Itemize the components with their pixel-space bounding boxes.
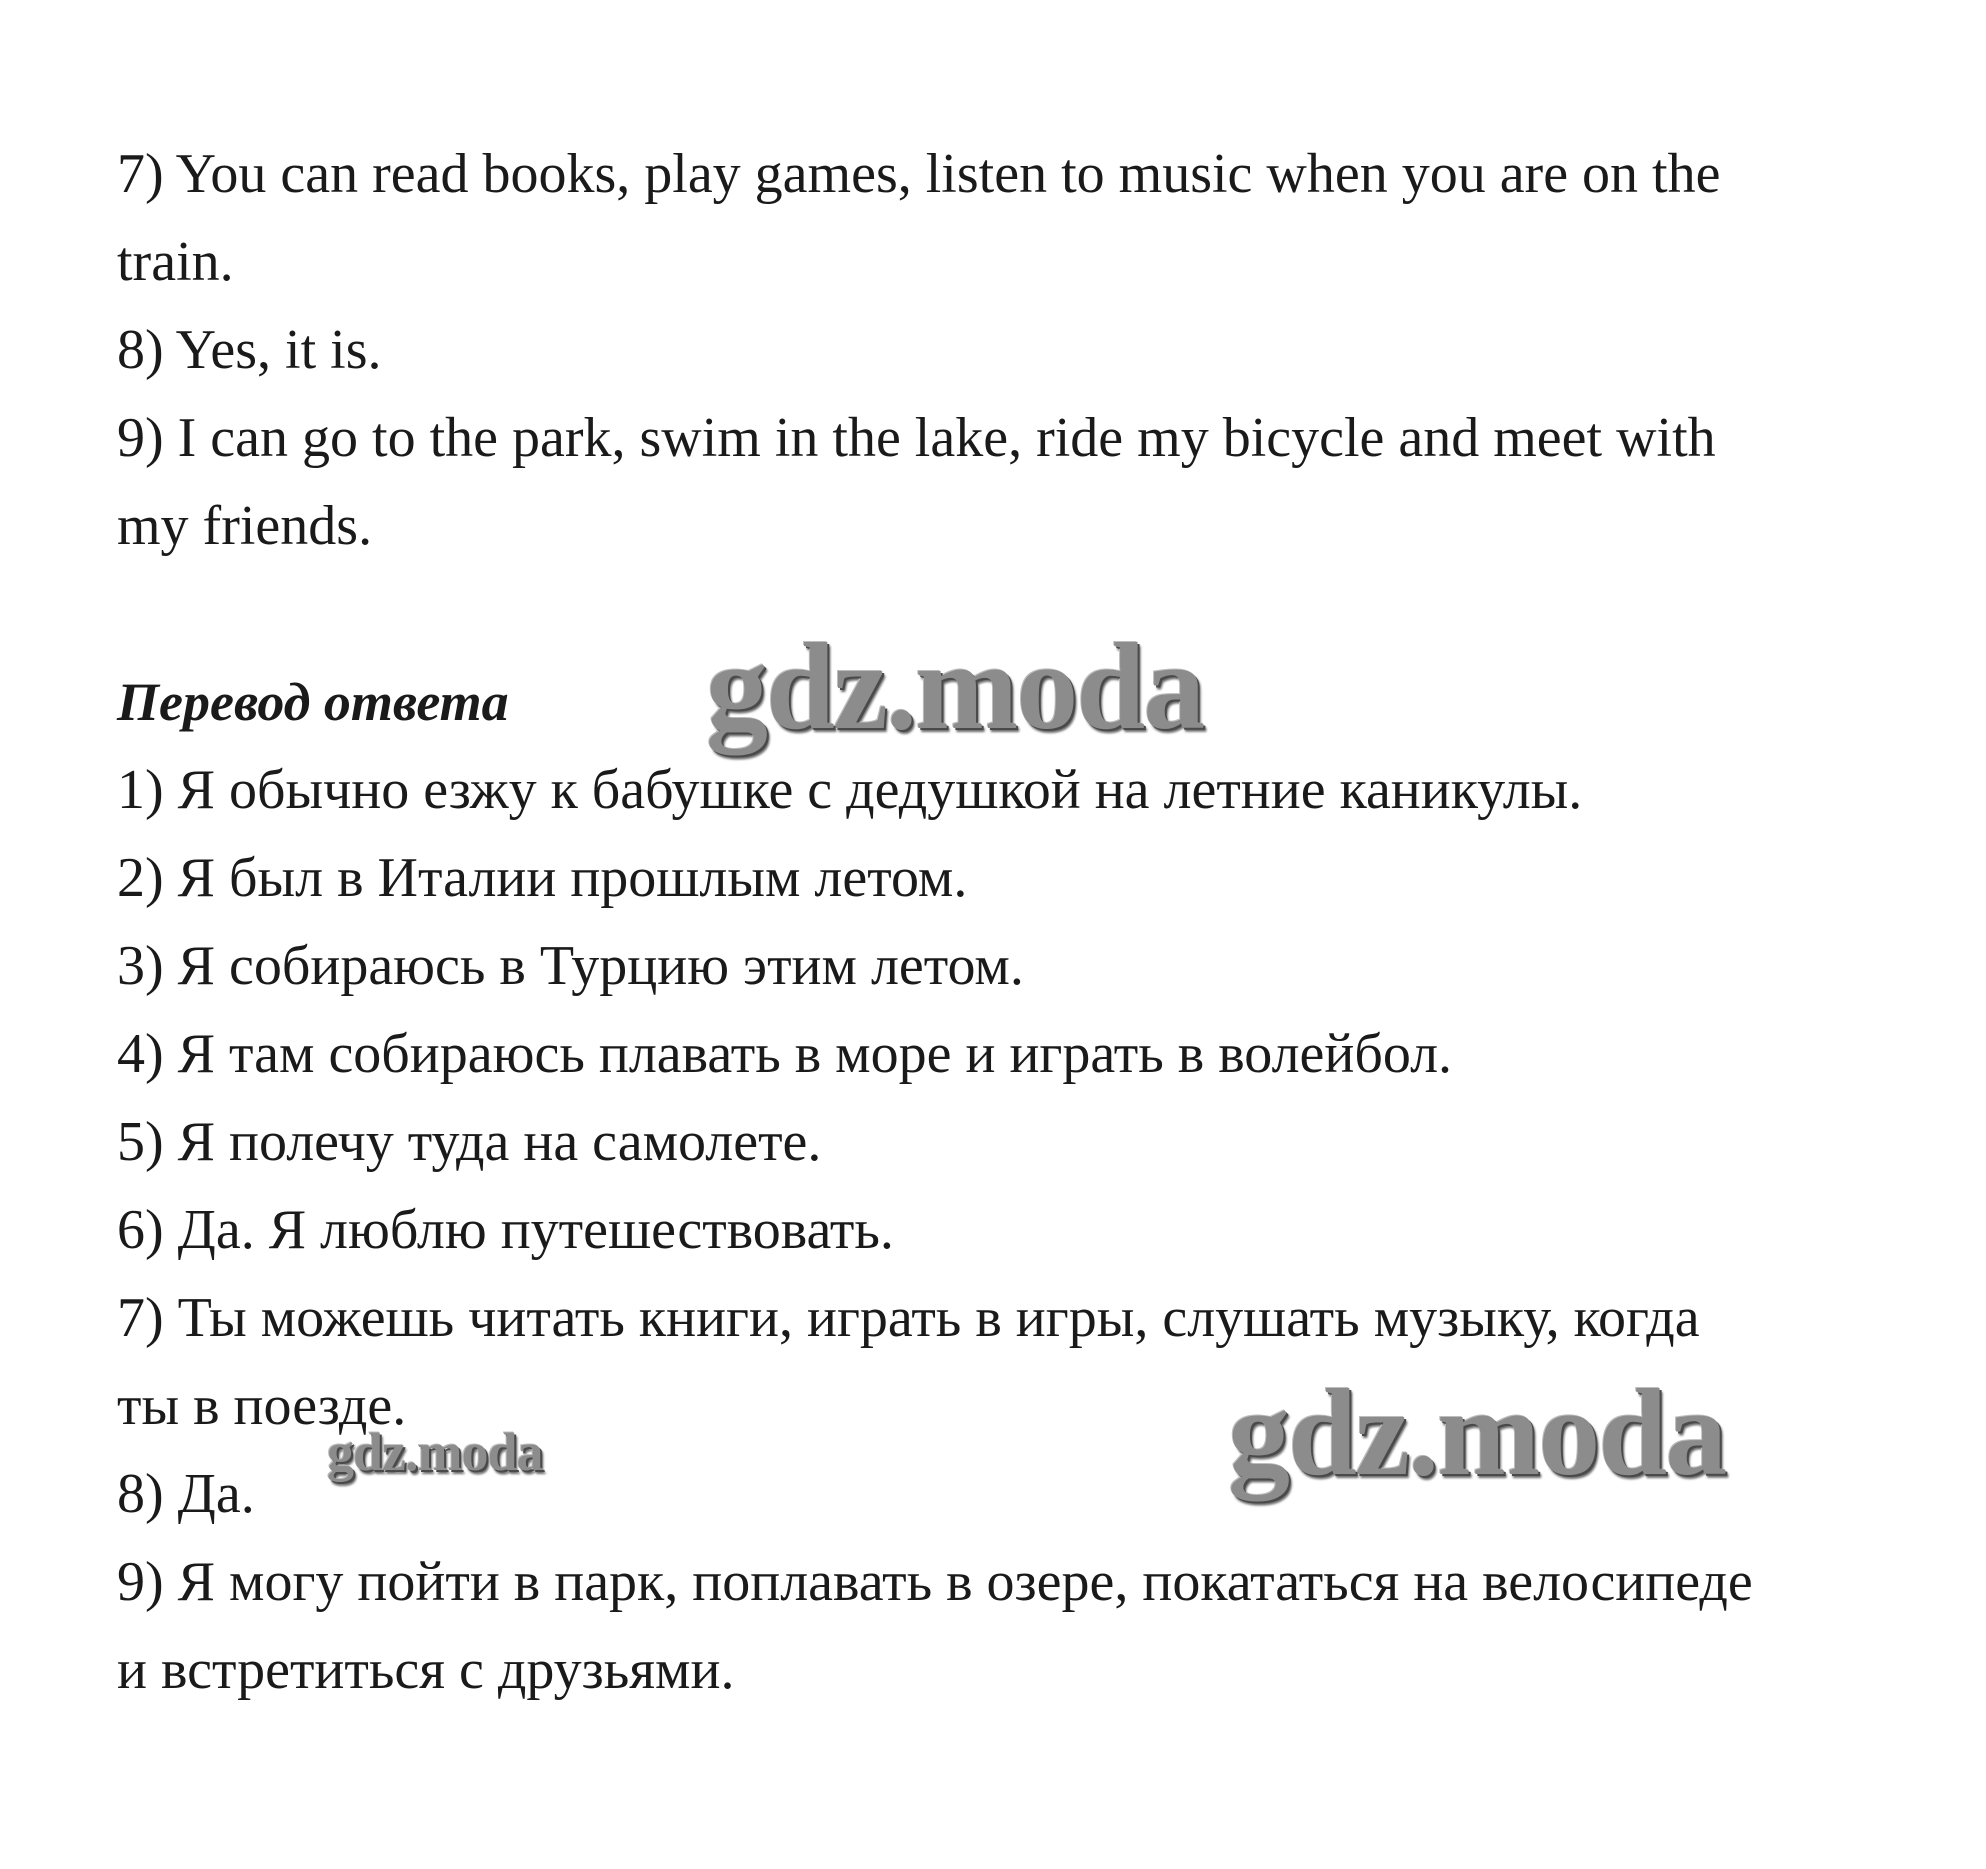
translation-line: 6) Да. Я люблю путешествовать. <box>117 1199 894 1261</box>
translation-line: 4) Я там собираюсь плавать в море и играть в волейбол. <box>117 1023 1453 1085</box>
answer-line: my friends. <box>117 495 373 557</box>
translation-line: 3) Я собираюсь в Турцию этим летом. <box>117 935 1024 997</box>
translation-line: и встретиться с друзьями. <box>117 1639 735 1701</box>
watermark-logo: gdz.moda <box>706 618 1204 755</box>
translation-line: 5) Я полечу туда на самолете. <box>117 1111 822 1173</box>
translation-line: 2) Я был в Италии прошлым летом. <box>117 847 968 909</box>
answer-line: train. <box>117 231 234 293</box>
answer-line: 8) Yes, it is. <box>117 319 382 381</box>
watermark-logo: gdz.moda <box>1228 1364 1726 1501</box>
translation-line: 9) Я могу пойти в парк, поплавать в озере, покататься на велосипеде <box>117 1551 1753 1613</box>
translation-line: ты в поезде. <box>117 1375 407 1437</box>
translation-line: 7) Ты можешь читать книги, играть в игры, слушать музыку, когда <box>117 1287 1700 1349</box>
answer-line: 7) You can read books, play games, listen to music when you are on the <box>117 143 1721 205</box>
translation-line: 1) Я обычно езжу к бабушке с дедушкой на летние каникулы. <box>117 759 1583 821</box>
translation-heading: Перевод ответа <box>117 672 509 732</box>
translation-line: 8) Да. <box>117 1463 255 1525</box>
answer-line: 9) I can go to the park, swim in the lake, ride my bicycle and meet with <box>117 407 1716 469</box>
watermark-logo: gdz.moda <box>327 1422 543 1482</box>
